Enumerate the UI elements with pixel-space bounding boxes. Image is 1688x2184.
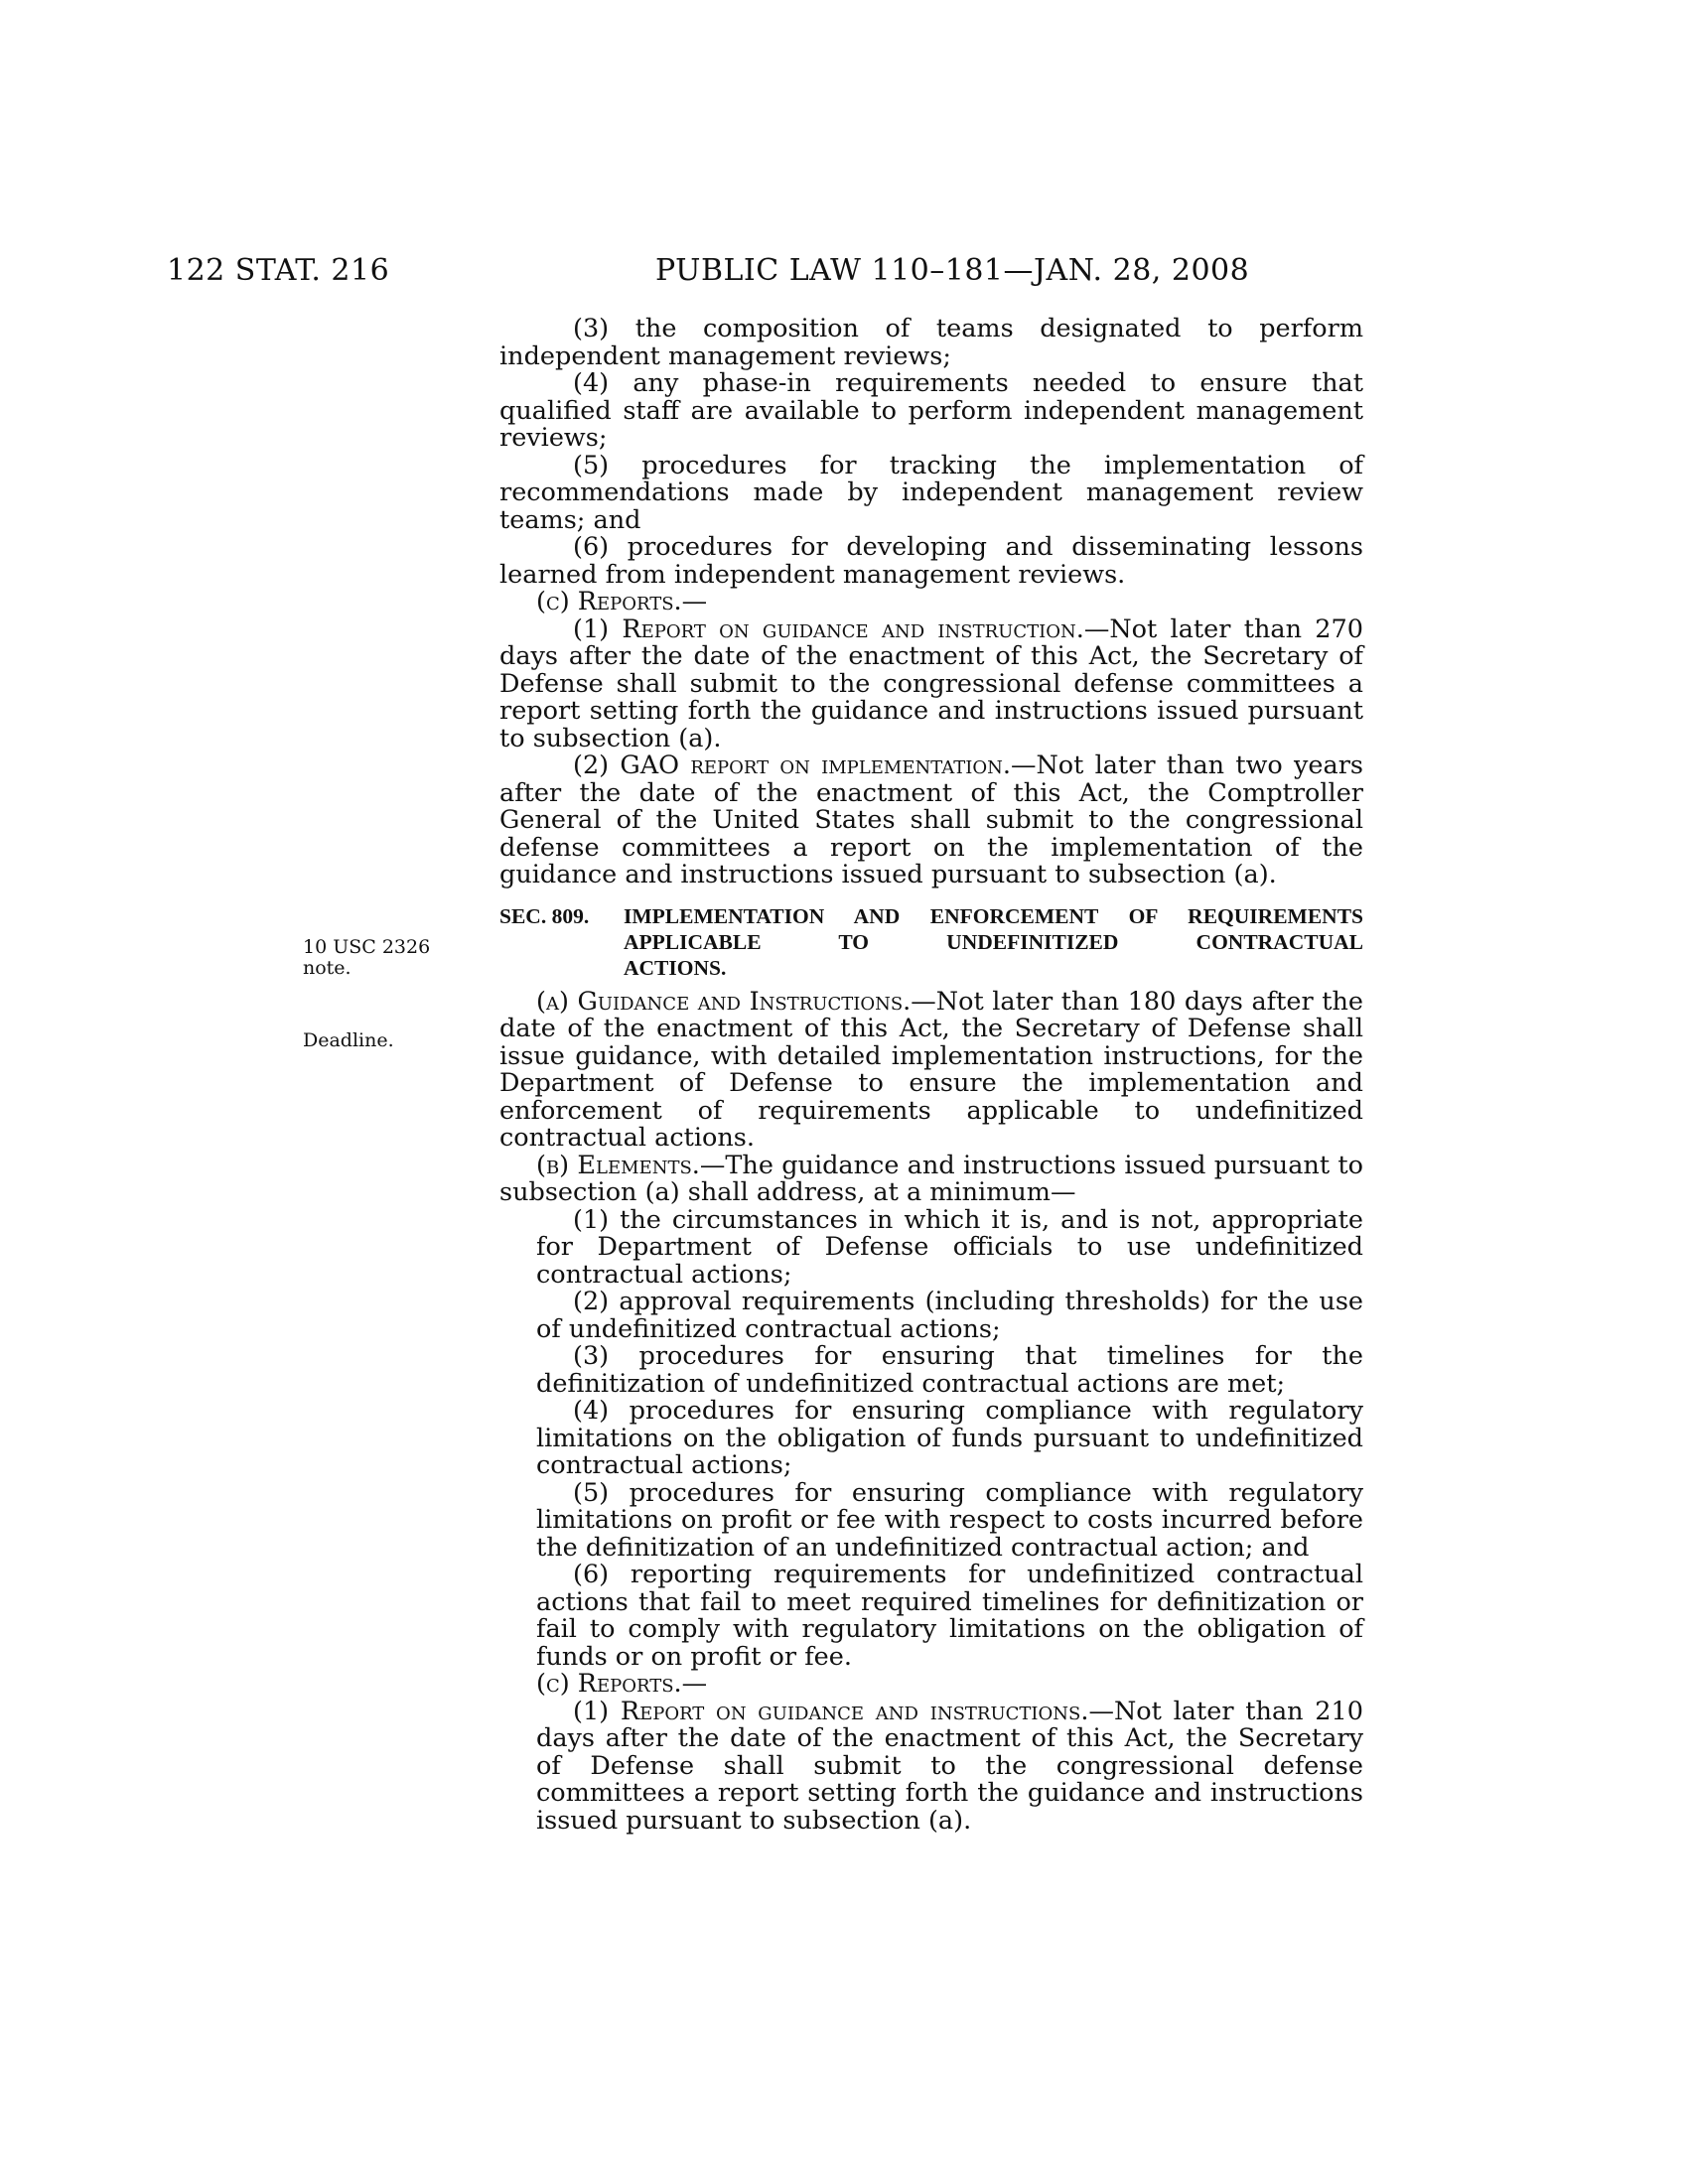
paragraph-label: (2) GAO report on implementation. bbox=[573, 751, 1011, 780]
reports-label: (c) Reports.— bbox=[536, 1669, 708, 1699]
usc-citation: 10 USC 2326 bbox=[303, 936, 431, 958]
list-item: (4) any phase-in requirements needed to ensure that qualified staff are available to perform independent management reviews; bbox=[499, 368, 1363, 453]
section-number: SEC. 809. bbox=[499, 903, 590, 928]
list-item: (3) procedures for ensuring that timelines for the definitization of undefinitized contractual actions are met; bbox=[536, 1341, 1363, 1399]
paragraph-label: (1) Report on guidance and instructions. bbox=[573, 1696, 1089, 1726]
paragraph-text: —Not later than 210 days after the date of the enactment of this Act, the Secretary of Defense shall submit to the congressional defense committees a report setting forth the guidance and instructions issued pursuant to subsection (a). bbox=[536, 1696, 1363, 1836]
list-item: (1) the circumstances in which it is, and is not, appropriate for Department of Defense officials to use undefinitized contractual actions; bbox=[536, 1204, 1363, 1290]
paragraph bbox=[499, 1150, 1363, 1207]
body-column bbox=[499, 316, 1363, 1835]
paragraph-text: —Not later than 270 days after the date of the enactment of this Act, the Secretary of Defense shall submit to the congressional defense committees a report setting forth the guidance and instructions issued pursuant to subsection (a). bbox=[499, 614, 1363, 753]
paragraph-text: —The guidance and instructions issued pursuant to subsection (a) shall address, at a minimum— bbox=[499, 1150, 1363, 1207]
list-item: (4) procedures for ensuring compliance with regulatory limitations on the obligation of funds pursuant to undefinitized contractual actions; bbox=[536, 1396, 1363, 1480]
subsection-heading bbox=[499, 589, 1363, 616]
list-item: (5) procedures for tracking the implementation of recommendations made by independent management review teams; and bbox=[499, 450, 1363, 535]
page-reference: 122 STAT. 216 bbox=[167, 253, 390, 288]
margin-note-deadline: Deadline. bbox=[303, 1029, 394, 1051]
paragraph-text: —Not later than two years after the date of the enactment of this Act, the Comptroller General of the United States shall submit to the congressional defense committees a report on the implementation of the guidance and instructions issued pursuant to subsection (a). bbox=[499, 751, 1364, 889]
list-item: (2) approval requirements (including thresholds) for the use of undefinitized contractual actions; bbox=[536, 1287, 1363, 1344]
paragraph bbox=[499, 1696, 1363, 1836]
usc-note: note. bbox=[303, 957, 352, 979]
reports-label: (c) Reports.— bbox=[536, 587, 708, 616]
section-heading-line1: IMPLEMENTATION AND ENFORCEMENT OF REQUIREMENTS bbox=[624, 903, 1363, 928]
paragraph bbox=[499, 986, 1363, 1153]
list-item: (6) procedures for developing and disseminating lessons learned from independent management reviews. bbox=[499, 532, 1363, 590]
paragraph-label: (b) Elements. bbox=[536, 1150, 700, 1180]
paragraph-text: —Not later than 180 days after the date of the enactment of this Act, the Secretary of Defense shall issue guidance, with detailed implementation instructions, for the Department of Defense to ensure the implementation and enforcement of requirements applicable to undefinitized contractual actions. bbox=[499, 986, 1363, 1153]
subsection-heading bbox=[499, 1671, 1363, 1699]
section-heading-line2: APPLICABLE TO UNDEFINITIZED CONTRACTUAL bbox=[624, 929, 1363, 954]
paragraph-label: (a) Guidance and Instructions. bbox=[536, 986, 912, 1017]
list-item: (6) reporting requirements for undefinitized contractual actions that fail to meet required timelines for definitization or fail to comply with regulatory limitations on the obligation of funds or on profit or fee. bbox=[536, 1560, 1363, 1672]
paragraph bbox=[499, 616, 1363, 753]
paragraph bbox=[499, 752, 1363, 889]
list-item: (5) procedures for ensuring compliance with regulatory limitations on profit or fee with respect to costs incurred before the definitization of an undefinitized contractual action; and bbox=[536, 1477, 1363, 1563]
section-heading-line3: ACTIONS. bbox=[624, 955, 727, 980]
list-item: (3) the composition of teams designated to perform independent management reviews; bbox=[499, 314, 1363, 371]
margin-note-usc bbox=[303, 937, 462, 979]
paragraph-label: (1) Report on guidance and instruction. bbox=[573, 614, 1084, 644]
page-title: PUBLIC LAW 110–181—JAN. 28, 2008 bbox=[655, 253, 1250, 288]
section-heading bbox=[499, 903, 1363, 981]
